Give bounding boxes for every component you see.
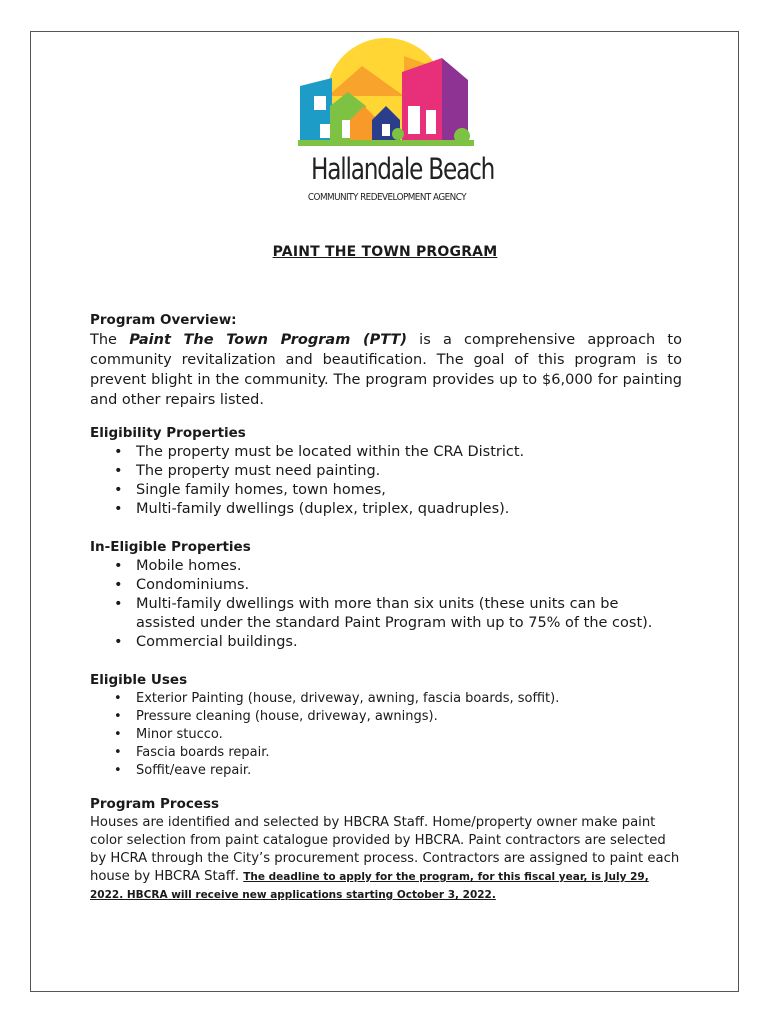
uses-section (90, 671, 682, 780)
overview-rest: is a comprehensive approach to community revitalization and beautification. The goal of this program is to prevent blight in the community. The program provides up to $6,000 for painting and other repairs listed. (90, 332, 682, 408)
eligibility-heading: Eligibility Properties (90, 425, 246, 441)
program-name: Paint The Town Program (PTT) (129, 332, 407, 348)
deadline-notice: The deadline to apply for the program, for this fiscal year, is July 29, 2022. HBCRA will receive new applications starting October 3, 2022. (90, 871, 649, 901)
overview-heading: Program Overview: (90, 312, 237, 328)
overview-text (90, 330, 682, 410)
list-item: • The property must be located within the CRA District. (90, 443, 682, 462)
list-item: • Commercial buildings. (90, 633, 682, 652)
brand-subtitle: COMMUNITY REDEVELOPMENT AGENCY (307, 192, 467, 203)
uses-heading: Eligible Uses (90, 672, 188, 688)
list-item: • The property must need painting. (90, 462, 682, 481)
list-item: • Multi-family dwellings (duplex, triplex, quadruples). (90, 500, 682, 519)
list-item: • Condominiums. (90, 576, 682, 595)
ineligible-heading: In-Eligible Properties (90, 539, 251, 555)
process-section (90, 795, 682, 904)
list-item: • Fascia boards repair. (90, 744, 682, 762)
document-title: PAINT THE TOWN PROGRAM (272, 244, 498, 260)
overview-section (90, 311, 682, 410)
process-description: Houses are identified and selected by HBCRA Staff. Home/property owner make paint color selection from paint catalogue provided by HBCRA. Paint contractors are selected by HCRA through the City’s procurement process. Contractors are assigned to paint each house by HBCRA Staff. (90, 815, 680, 884)
list-item: • Soffit/eave repair. (90, 762, 682, 780)
list-item: • Mobile homes. (90, 557, 682, 576)
list-item: • Minor stucco. (90, 726, 682, 744)
ineligible-list (90, 557, 682, 652)
list-item: • Multi-family dwellings with more than six units (these units can be assisted under the standard Paint Program with up to 75% of the cost). (90, 595, 682, 633)
eligibility-section (90, 424, 682, 519)
ineligible-section (90, 538, 682, 652)
process-heading: Program Process (90, 796, 220, 812)
brand-name: Hallandale Beach (311, 152, 495, 186)
eligibility-list (90, 443, 682, 519)
uses-list (90, 690, 682, 780)
process-text (90, 814, 682, 904)
list-item: • Single family homes, town homes, (90, 481, 682, 500)
list-item: • Exterior Painting (house, driveway, awning, fascia boards, soffit). (90, 690, 682, 708)
overview-prefix: The (90, 332, 130, 348)
list-item: • Pressure cleaning (house, driveway, awnings). (90, 708, 682, 726)
